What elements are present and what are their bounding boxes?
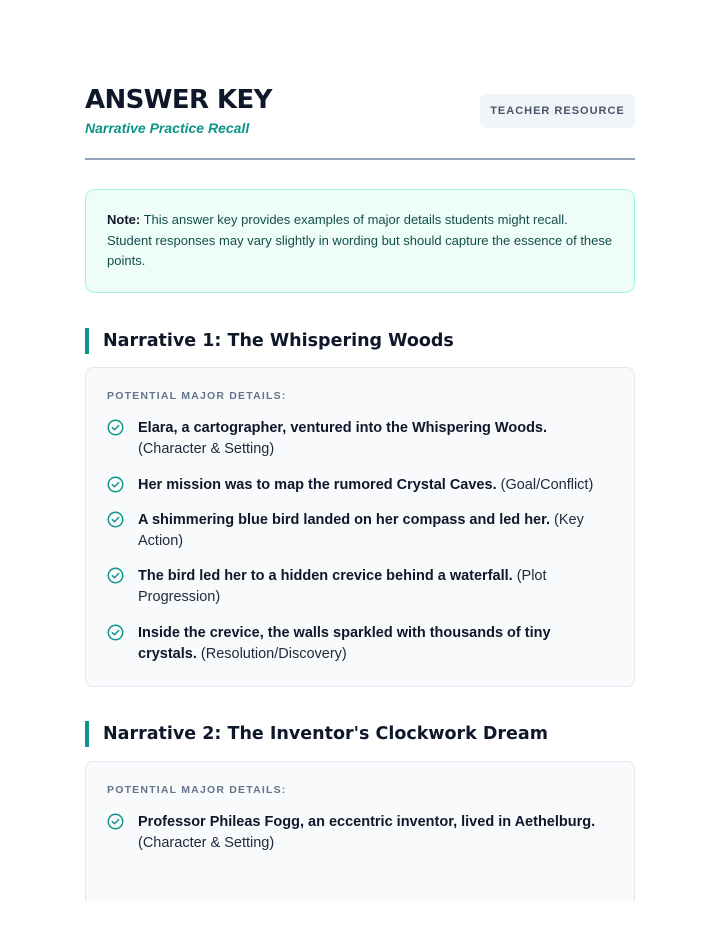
detail-main: Inside the crevice, the walls sparkled with thousands of tiny crystals. (138, 625, 551, 662)
check-circle-icon (107, 419, 124, 436)
teacher-resource-badge: TEACHER RESOURCE (480, 94, 635, 128)
narrative-2-title: Narrative 2: The Inventor's Clockwork Dream (85, 721, 548, 747)
detail-tag: (Plot Progression) (138, 568, 547, 605)
detail-tag: (Character & Setting) (138, 441, 275, 457)
check-circle-icon (107, 511, 124, 528)
check-circle-icon (107, 813, 124, 830)
narrative-2-card (85, 761, 635, 901)
detail-item (107, 566, 607, 608)
answer-key-page (85, 0, 635, 932)
detail-tag: (Key Action) (138, 512, 584, 549)
details-label: POTENTIAL MAJOR DETAILS: (107, 390, 287, 402)
detail-item (107, 623, 607, 665)
narrative-1-title: Narrative 1: The Whispering Woods (85, 328, 454, 354)
note-label: Note: (107, 212, 141, 227)
note-text: This answer key provides examples of major details students might recall. Student responses may vary slightly in wording but should capture the essence of these points. (107, 212, 613, 268)
detail-main: A shimmering blue bird landed on her compass and led her. (138, 512, 550, 528)
detail-tag: (Goal/Conflict) (500, 477, 594, 493)
check-circle-icon (107, 624, 124, 641)
detail-main: The bird led her to a hidden crevice behind a waterfall. (138, 568, 513, 584)
narrative-1-card (85, 367, 635, 687)
page-subtitle: Narrative Practice Recall (85, 120, 250, 136)
detail-item (107, 418, 607, 460)
note-box (85, 189, 635, 293)
details-label: POTENTIAL MAJOR DETAILS: (107, 784, 287, 796)
detail-tag: (Character & Setting) (138, 835, 275, 851)
detail-main: Her mission was to map the rumored Crystal Caves. (138, 477, 497, 493)
detail-item (107, 475, 607, 496)
detail-item (107, 510, 607, 552)
check-circle-icon (107, 567, 124, 584)
detail-item (107, 812, 607, 854)
page-header (85, 84, 635, 160)
detail-main: Elara, a cartographer, ventured into the Whispering Woods. (138, 420, 548, 436)
check-circle-icon (107, 476, 124, 493)
detail-tag: (Resolution/Discovery) (200, 646, 347, 662)
detail-main: Professor Phileas Fogg, an eccentric inventor, lived in Aethelburg. (138, 814, 596, 830)
page-title: ANSWER KEY (85, 85, 272, 115)
